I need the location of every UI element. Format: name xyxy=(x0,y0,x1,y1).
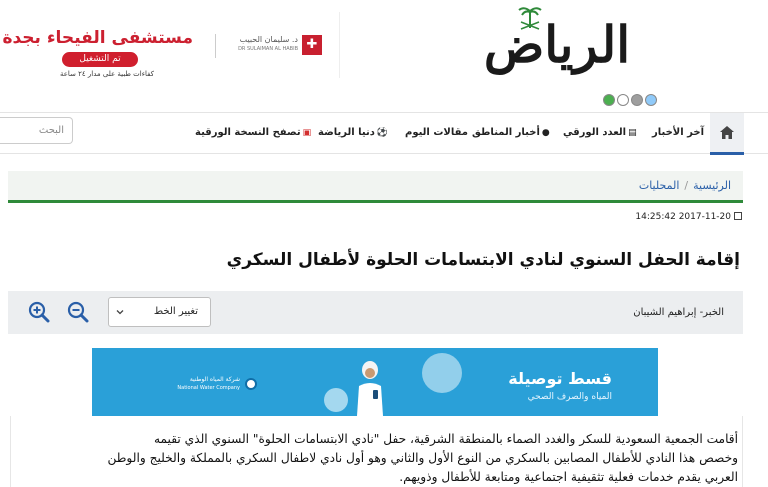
zoom-in-icon[interactable] xyxy=(28,301,50,323)
map-pin-icon: ● xyxy=(541,128,550,138)
ad-company-arabic: شركة المياه الوطنية xyxy=(189,376,240,383)
ad-decorative-bubble xyxy=(422,353,462,393)
nav-item-regions[interactable] xyxy=(472,113,550,153)
ad-tagline: كفاءات طبية على مدار ٢٤ ساعة xyxy=(59,70,155,78)
ad-title: مستشفى الفيحاء بجدة xyxy=(2,28,193,48)
pdf-icon: ▣ xyxy=(302,128,312,138)
breadcrumb-section-link[interactable]: المحليات xyxy=(638,179,680,192)
ad-company-english: National Water Company xyxy=(177,385,240,391)
theme-dot-blue[interactable] xyxy=(645,94,657,106)
hospital-brand xyxy=(228,35,298,53)
calendar-icon xyxy=(734,212,742,220)
article-author: الخبر- إبراهيم الشيبان xyxy=(633,307,724,318)
ad-badge: تم التشغيل xyxy=(62,52,138,67)
theme-dot-gray[interactable] xyxy=(631,94,643,106)
theme-dot-white[interactable] xyxy=(617,94,629,106)
man-with-phone-illustration xyxy=(354,358,386,416)
article-body xyxy=(20,430,738,487)
nav-item-browse-print[interactable] xyxy=(195,113,311,153)
article-toolbar xyxy=(8,291,743,334)
search-input[interactable] xyxy=(0,117,73,144)
water-company-advertisement[interactable] xyxy=(92,348,658,416)
theme-dot-green[interactable] xyxy=(603,94,615,106)
breadcrumb-separator: / xyxy=(684,179,689,192)
theme-color-switcher xyxy=(603,94,657,106)
football-icon: ⚽ xyxy=(376,128,389,138)
water-company-logo-icon xyxy=(245,378,257,390)
top-advertisement-banner[interactable] xyxy=(0,12,340,78)
ad-divider xyxy=(215,34,216,58)
ad-headline: قسط توصيلة xyxy=(508,369,612,388)
article-paragraph-line: وخصص هذا النادي للأطفال المصابين بالسكري من النوع الأول والثاني وهو أول نادي لاطفال السكري بالمملكة والخليج والوطن xyxy=(107,451,738,465)
nav-item-label: دنيا الرياضة xyxy=(318,127,375,138)
font-select-dropdown[interactable] xyxy=(108,297,211,327)
nav-item-label: العدد الورقي xyxy=(563,127,627,138)
nav-item-latest-news[interactable] xyxy=(652,113,704,153)
ad-subline: المياه والصرف الصحي xyxy=(527,392,612,402)
home-icon xyxy=(720,126,734,139)
nav-item-print-edition[interactable] xyxy=(563,113,637,153)
article-paragraph-line: أقامت الجمعية السعودية للسكر والغدد الصماء بالمنطقة الشرقية، حفل "نادي الابتسامات الحلوة" السنوي الذي تقيمه xyxy=(153,432,738,446)
article-date xyxy=(620,212,742,226)
nav-item-label: آخر الأخبار xyxy=(652,127,705,138)
nav-item-sports[interactable] xyxy=(318,113,388,153)
nav-item-label: مقالات اليوم xyxy=(405,127,468,138)
hospital-logo-icon: ✚ xyxy=(302,35,322,55)
nav-item-label: أخبار المناطق xyxy=(472,127,540,138)
breadcrumb-home-link[interactable]: الرئيسية xyxy=(693,179,731,192)
ad-company xyxy=(170,376,240,392)
breadcrumb xyxy=(8,171,743,203)
newspaper-icon: ▤ xyxy=(628,128,637,138)
nav-item-label: تصفح النسخة الورقية xyxy=(195,127,301,138)
ad-decorative-bubble xyxy=(324,388,348,412)
nav-home-button[interactable] xyxy=(710,113,744,155)
font-select-value: تغيير الخط xyxy=(153,306,198,317)
brand-arabic: د. سليمان الحبيب xyxy=(239,35,298,44)
zoom-out-icon[interactable] xyxy=(67,301,89,323)
article-time: 14:25:42 xyxy=(635,212,676,222)
article-date-value: 2017-11-20 xyxy=(678,212,731,222)
site-logo[interactable]: الرياض xyxy=(483,15,631,74)
article-paragraph-line: العربي يقدم خدمات فعلية تثقيفية اجتماعية ومتابعة للأطفال وذويهم. xyxy=(399,470,738,484)
main-navigation xyxy=(0,112,768,154)
article-headline: إقامة الحفل السنوي لنادي الابتسامات الحلوة لأطفال السكري xyxy=(226,250,740,270)
chevron-down-icon xyxy=(115,307,125,317)
nav-item-todays-articles[interactable] xyxy=(405,113,468,153)
brand-english: DR SULAIMAN AL HABIB xyxy=(238,46,298,52)
